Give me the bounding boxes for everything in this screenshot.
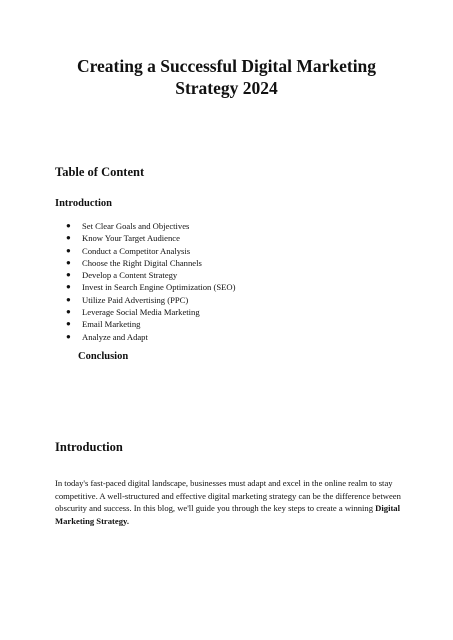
bullet-icon: ● <box>66 294 71 304</box>
toc-item <box>66 281 235 293</box>
toc-item-label: Know Your Target Audience <box>82 233 180 244</box>
toc-item-label: Choose the Right Digital Channels <box>82 257 202 268</box>
title-line-1: Creating a Successful Digital Marketing <box>76 56 377 76</box>
toc-item <box>66 220 235 232</box>
toc-item <box>66 257 235 269</box>
introduction-heading: Introduction <box>55 440 123 454</box>
toc-item <box>66 318 235 330</box>
toc-item-label: Email Marketing <box>82 319 141 330</box>
introduction-paragraph-bold: Digital Marketing Strategy. <box>55 503 400 527</box>
toc-item <box>66 232 235 244</box>
toc-item-label: Develop a Content Strategy <box>82 270 178 281</box>
bullet-icon: ● <box>66 282 71 292</box>
toc-item-label: Conduct a Competitor Analysis <box>82 245 191 256</box>
toc-item <box>66 294 235 306</box>
toc-heading: Table of Content <box>55 165 145 179</box>
bullet-icon: ● <box>66 270 71 280</box>
toc-item-label: Leverage Social Media Marketing <box>82 307 200 318</box>
introduction-paragraph <box>55 477 405 528</box>
toc-item <box>66 245 235 257</box>
bullet-icon: ● <box>66 245 71 255</box>
document-title <box>40 55 413 99</box>
toc-item-label: Set Clear Goals and Objectives <box>82 221 190 231</box>
toc-introduction-label: Introduction <box>55 198 112 209</box>
title-line-2: Strategy 2024 <box>175 78 278 98</box>
bullet-icon: ● <box>66 331 71 341</box>
toc-item-label: Analyze and Adapt <box>82 331 148 342</box>
toc-item-label: Utilize Paid Advertising (PPC) <box>82 294 189 305</box>
bullet-icon: ● <box>66 221 71 230</box>
bullet-icon: ● <box>66 319 71 329</box>
toc-item-label: Invest in Search Engine Optimization (SEO) <box>82 282 236 293</box>
toc-item <box>66 306 235 318</box>
toc-conclusion-label: Conclusion <box>78 351 129 362</box>
toc-item <box>66 331 235 343</box>
toc-list <box>66 220 235 343</box>
bullet-icon: ● <box>66 257 71 267</box>
toc-item <box>66 269 235 281</box>
bullet-icon: ● <box>66 233 71 243</box>
bullet-icon: ● <box>66 307 71 317</box>
introduction-paragraph-text: In today's fast-paced digital landscape, businesses must adapt and excel in the online realm to stay competitive. A well-structured and effective digital marketing strategy can be the difference between obscurity and success. In this blog, we'll guide you through the key steps to create a winning <box>55 478 401 514</box>
